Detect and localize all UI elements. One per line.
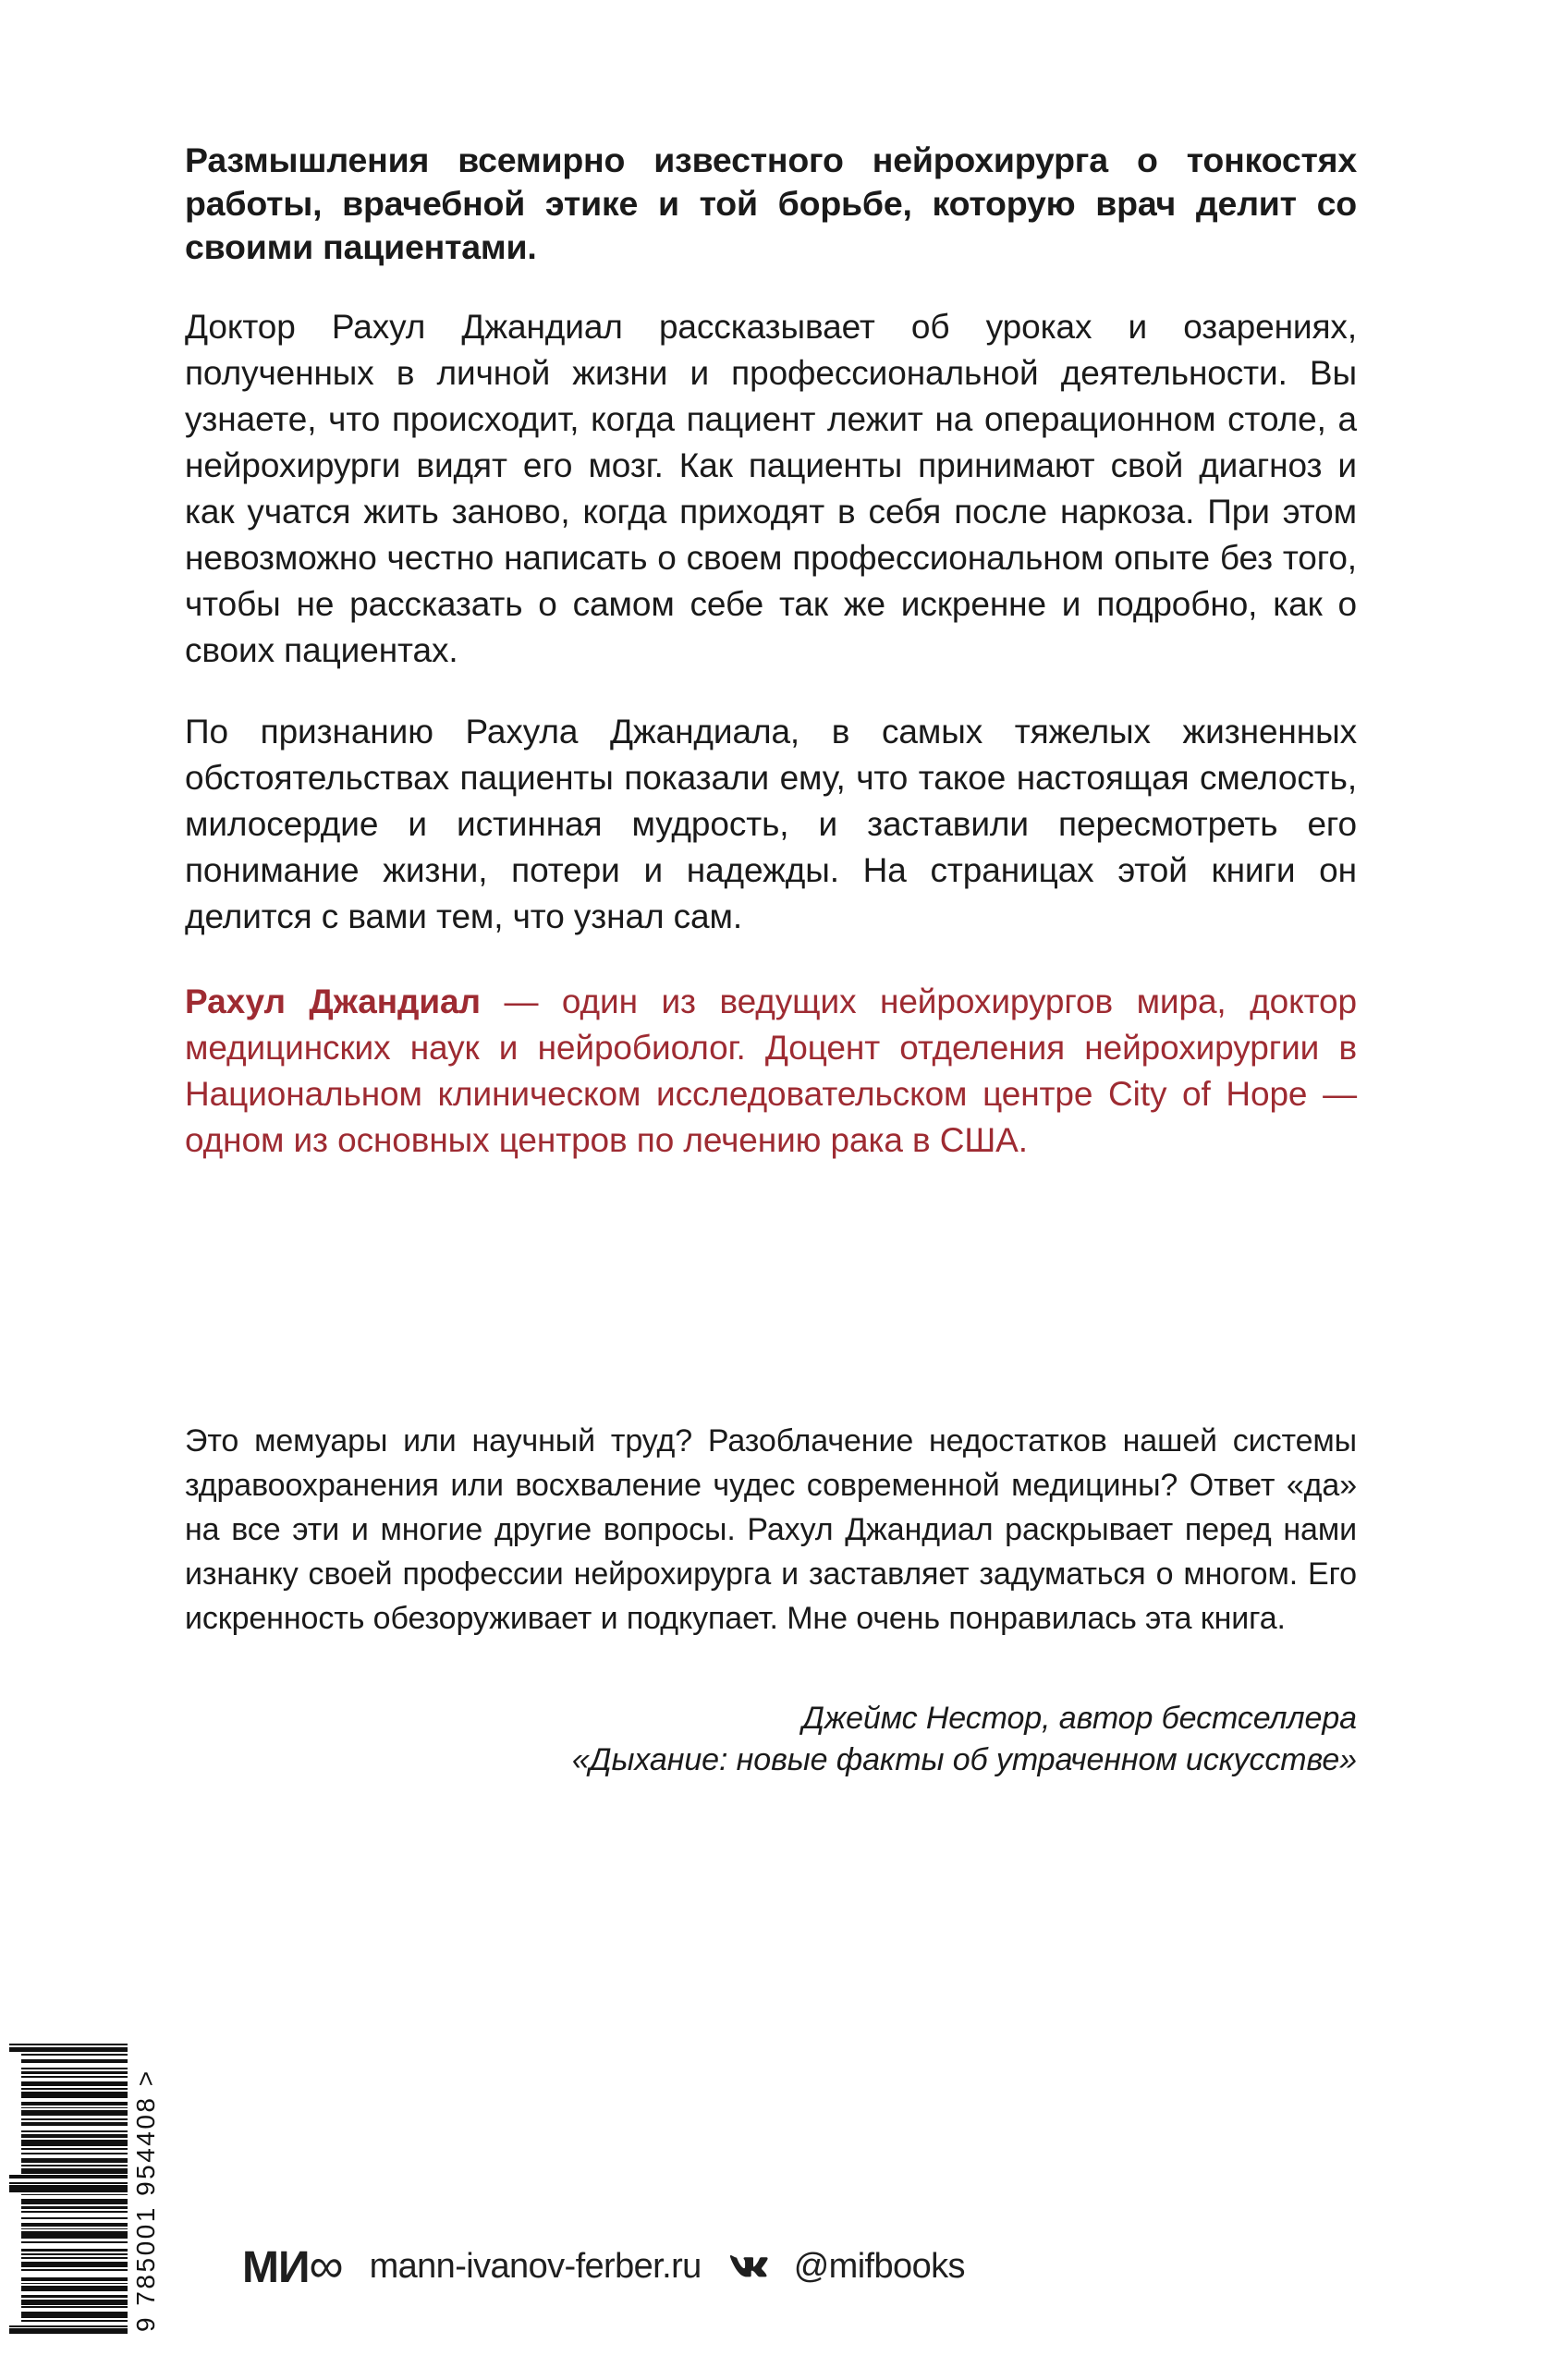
vk-icon[interactable]	[729, 2252, 770, 2280]
lead-paragraph: Размышления всемирно известного нейрохирурга о тонкостях работы, врачебной этике и той борьбе, которую врач делит со своими пациентами.	[185, 140, 1357, 266]
mif-logo	[242, 2240, 344, 2293]
body-paragraph-2: По признанию Рахула Джандиала, в самых тяжелых жизненных обстоятельствах пациенты показали ему, что такое настоящая смелость, милосердие и истинная мудрость, и заставили пересмотреть его понимание жизни, потери и надежды. На страницах этой книги он делится с вами тем, что узнал сам.	[185, 713, 1357, 935]
author-bio-text: — один из ведущих нейрохирургов мира, доктор медицинских наук и нейробиолог. Доцент отделения нейрохирургии в Национальном клиническом исследовательском центре City of Hope — одном из основных центров по лечению рака в США.	[185, 983, 1357, 1159]
author-bio	[185, 979, 1357, 1164]
body-paragraph-1: Доктор Рахул Джандиал рассказывает об уроках и озарениях, полученных в личной жизни и профессиональной деятельности. Вы узнаете, что происходит, когда пациент лежит на операционном столе, а нейрохирурги видят его мозг. Как пациенты принимают свой диагноз и как учатся жить заново, когда приходят в себя после наркоза. При этом невозможно честно написать о своем профессиональном опыте без того, чтобы не рассказать о самом себе так же искренне и подробно, как о своих пациентах.	[185, 308, 1357, 669]
review-text: Это мемуары или научный труд? Разоблачение недостатков нашей системы здравоохранения или восхваление чудес современной медицины? Ответ «да» на все эти и многие другие вопросы. Рахул Джандиал раскрывает перед нами изнанку своей профессии нейрохирурга и заставляет задуматься о многом. Его искренность обезоруживает и подкупает. Мне очень понравилась эта книга.	[185, 1423, 1357, 1636]
isbn-barcode	[9, 1932, 171, 2334]
barcode-rotation-group	[9, 1932, 171, 2334]
barcode-bars	[9, 1932, 128, 2334]
review-attribution-line-2: «Дыхание: новые факты об утраченном искусстве»	[571, 1742, 1357, 1777]
publisher-website[interactable]: mann-ivanov-ferber.ru	[369, 2247, 702, 2286]
review-block	[185, 1419, 1357, 1781]
social-handle[interactable]: @mifbooks	[793, 2247, 965, 2286]
review-attribution-line-1: Джеймс Нестор, автор бестселлера	[802, 1701, 1357, 1736]
infinity-icon: ∞	[309, 2240, 344, 2293]
description-column	[185, 139, 1357, 1164]
publisher-footer	[242, 2240, 965, 2292]
barcode-digits: 9 785001 954408 >	[131, 2069, 160, 2332]
author-bio-name: Рахул Джандиал	[185, 983, 481, 1020]
review-attribution	[185, 1641, 1357, 1781]
mif-logo-letters: МИ	[242, 2243, 310, 2292]
